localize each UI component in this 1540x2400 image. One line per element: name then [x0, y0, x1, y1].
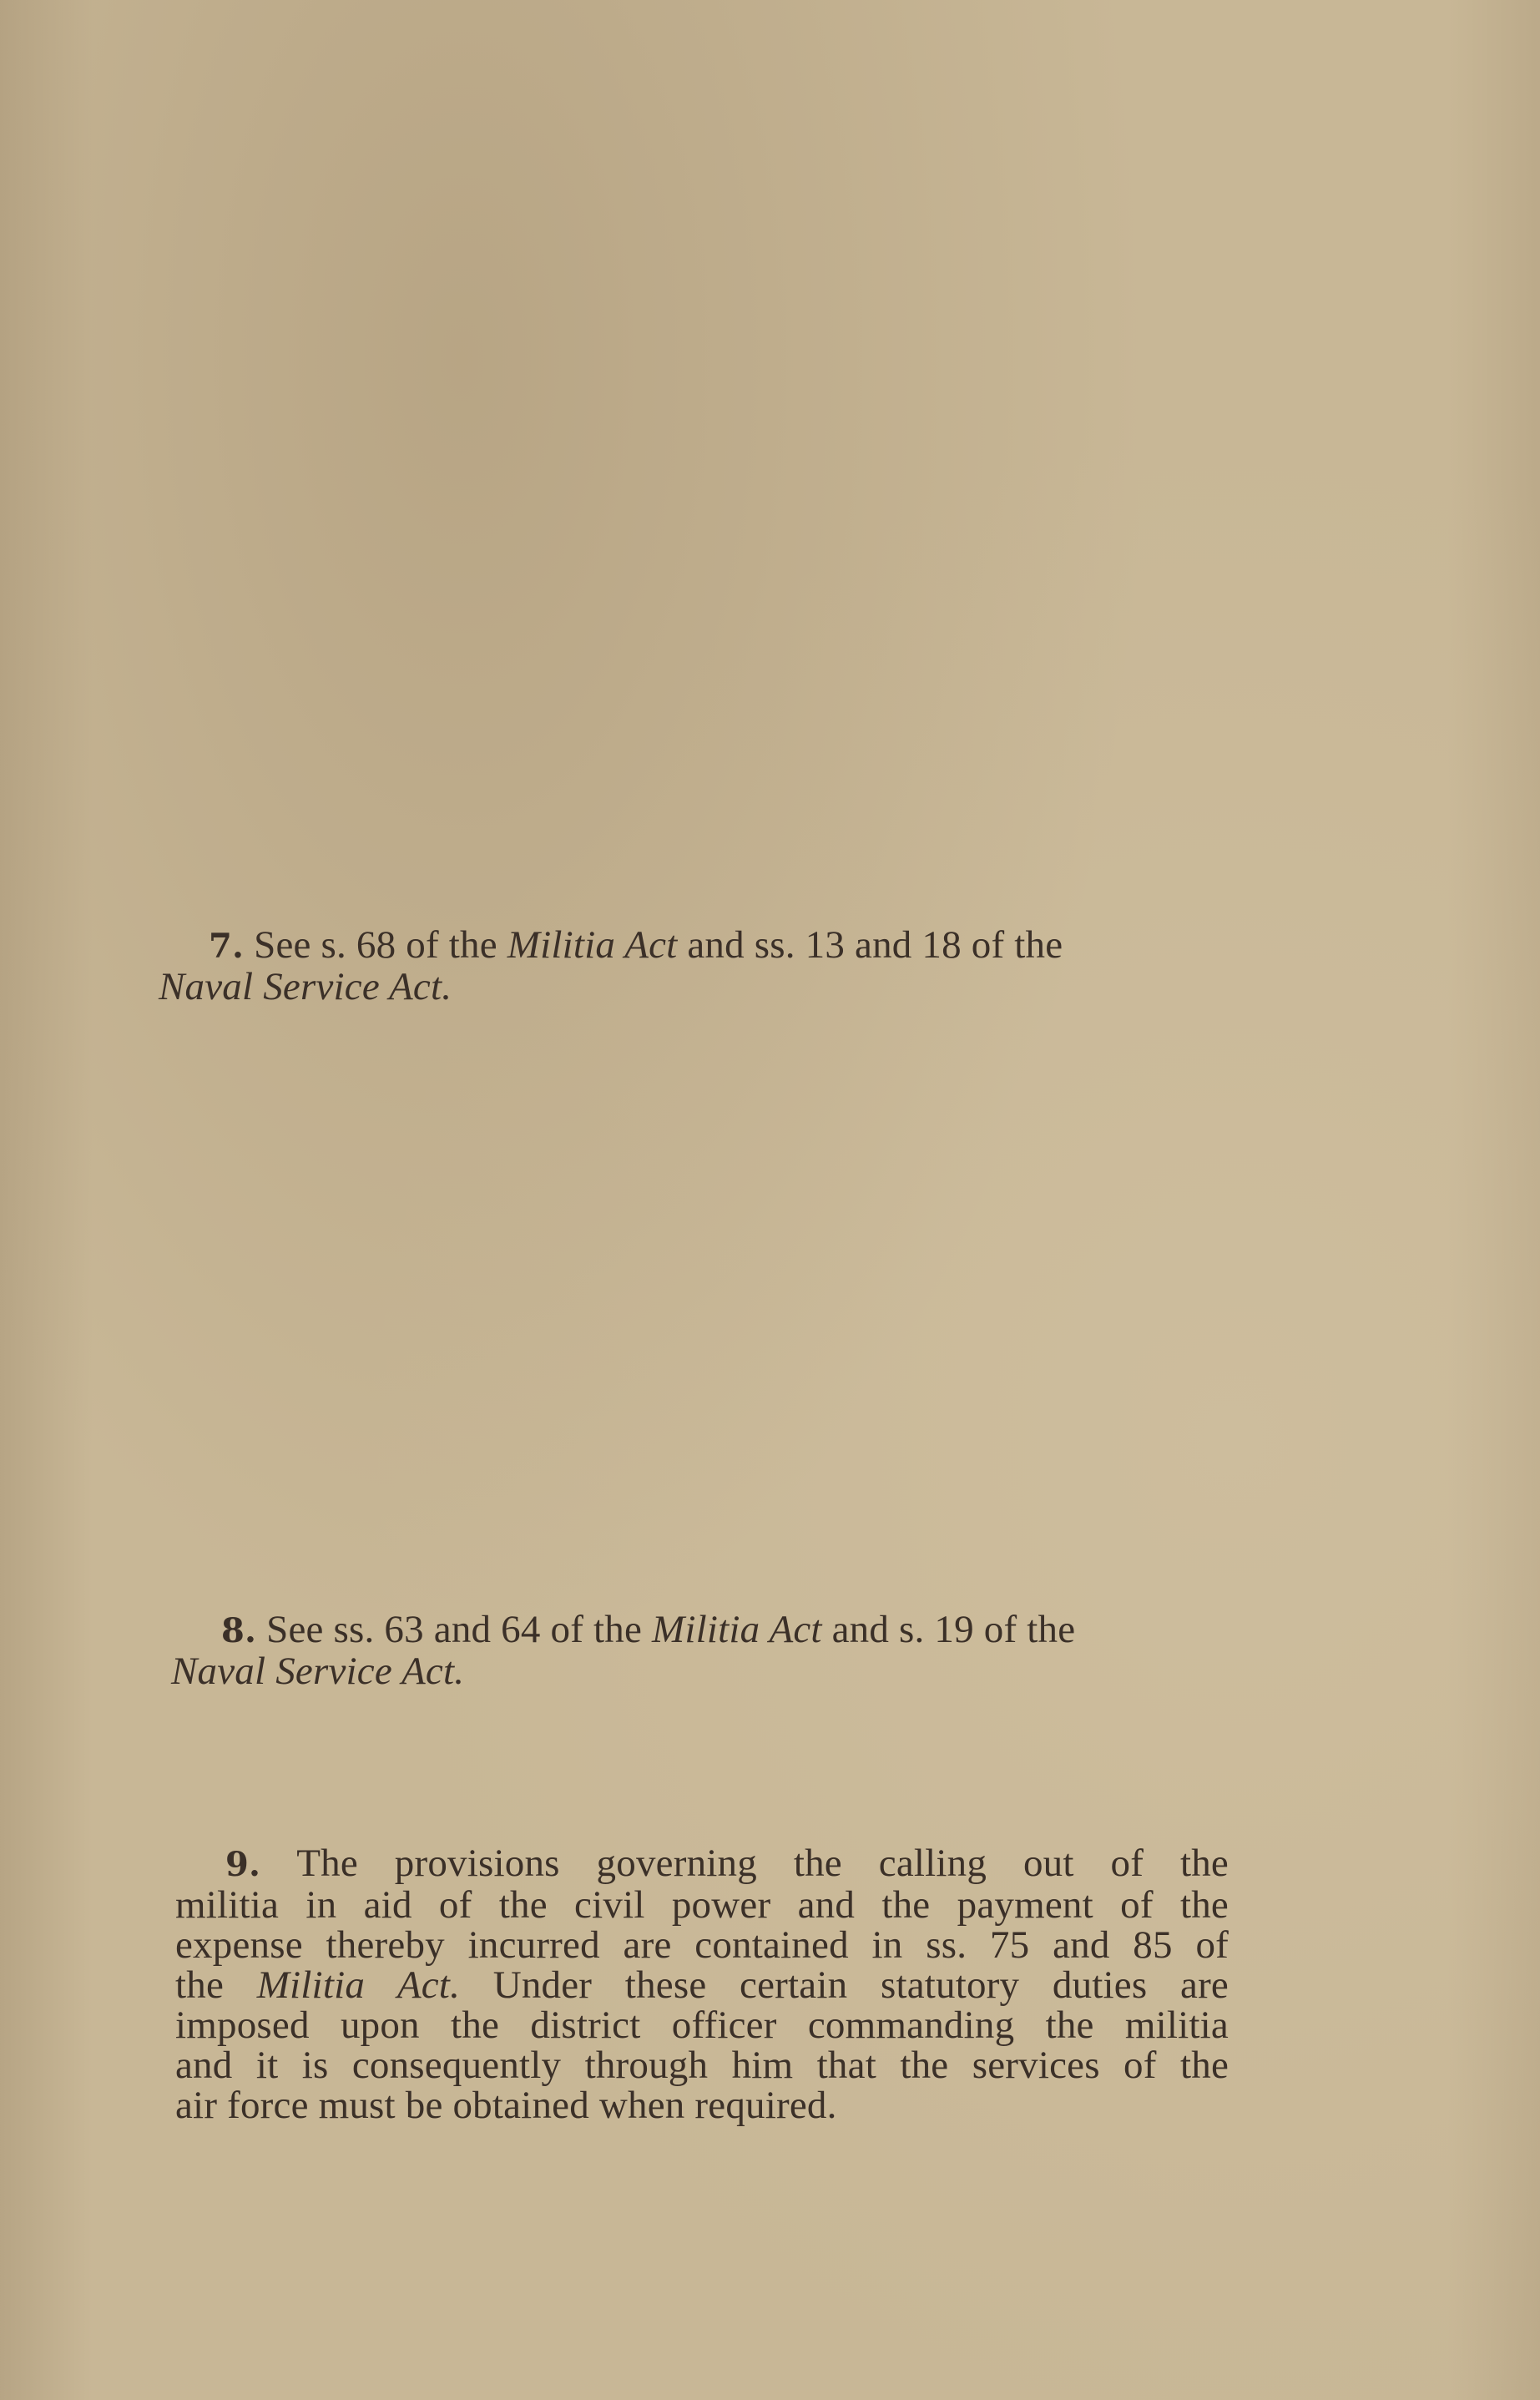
note-text: The provisions governing the calling out of the: [296, 1842, 1229, 1885]
note-text: Under these certain statutory duties are: [460, 1963, 1229, 2007]
note-text: and ss. 13 and 18 of the: [677, 923, 1063, 967]
act-title: Militia Act: [652, 1608, 822, 1651]
note-line: [175, 1843, 1229, 1885]
note-text: militia in aid of the civil power and the payment of the: [175, 1883, 1229, 1927]
note-text: imposed upon the district officer commanding the militia: [175, 2003, 1229, 2047]
note-text: See ss. 63 and 64 of the: [256, 1608, 652, 1651]
note-8: [171, 1609, 1223, 1691]
note-line: [175, 2085, 1229, 2125]
note-text: See s. 68 of the: [244, 923, 507, 967]
note-text: and it is consequently through him that the services of the: [175, 2044, 1229, 2087]
note-line: [175, 2045, 1229, 2085]
note-number: 8.: [221, 1611, 257, 1650]
act-title: Militia Act: [507, 923, 678, 967]
note-number: 7.: [209, 927, 245, 966]
note-9: [175, 1843, 1229, 2125]
note-number: 9.: [225, 1845, 261, 1884]
note-line: [175, 1965, 1229, 2005]
note-line: [175, 1885, 1229, 1925]
note-text: air force must be obtained when required.: [175, 2084, 837, 2127]
note-7: [159, 925, 1210, 1007]
note-line: [175, 1925, 1229, 1965]
note-line: [175, 2005, 1229, 2045]
act-title: Naval Service Act.: [171, 1650, 465, 1693]
note-text: expense thereby incurred are contained in ss. 75 and 85 of: [175, 1923, 1229, 1967]
note-text: the: [175, 1963, 257, 2007]
act-title: Militia Act.: [256, 1963, 461, 2007]
act-title: Naval Service Act.: [159, 965, 452, 1008]
note-text: and s. 19 of the: [821, 1608, 1076, 1651]
